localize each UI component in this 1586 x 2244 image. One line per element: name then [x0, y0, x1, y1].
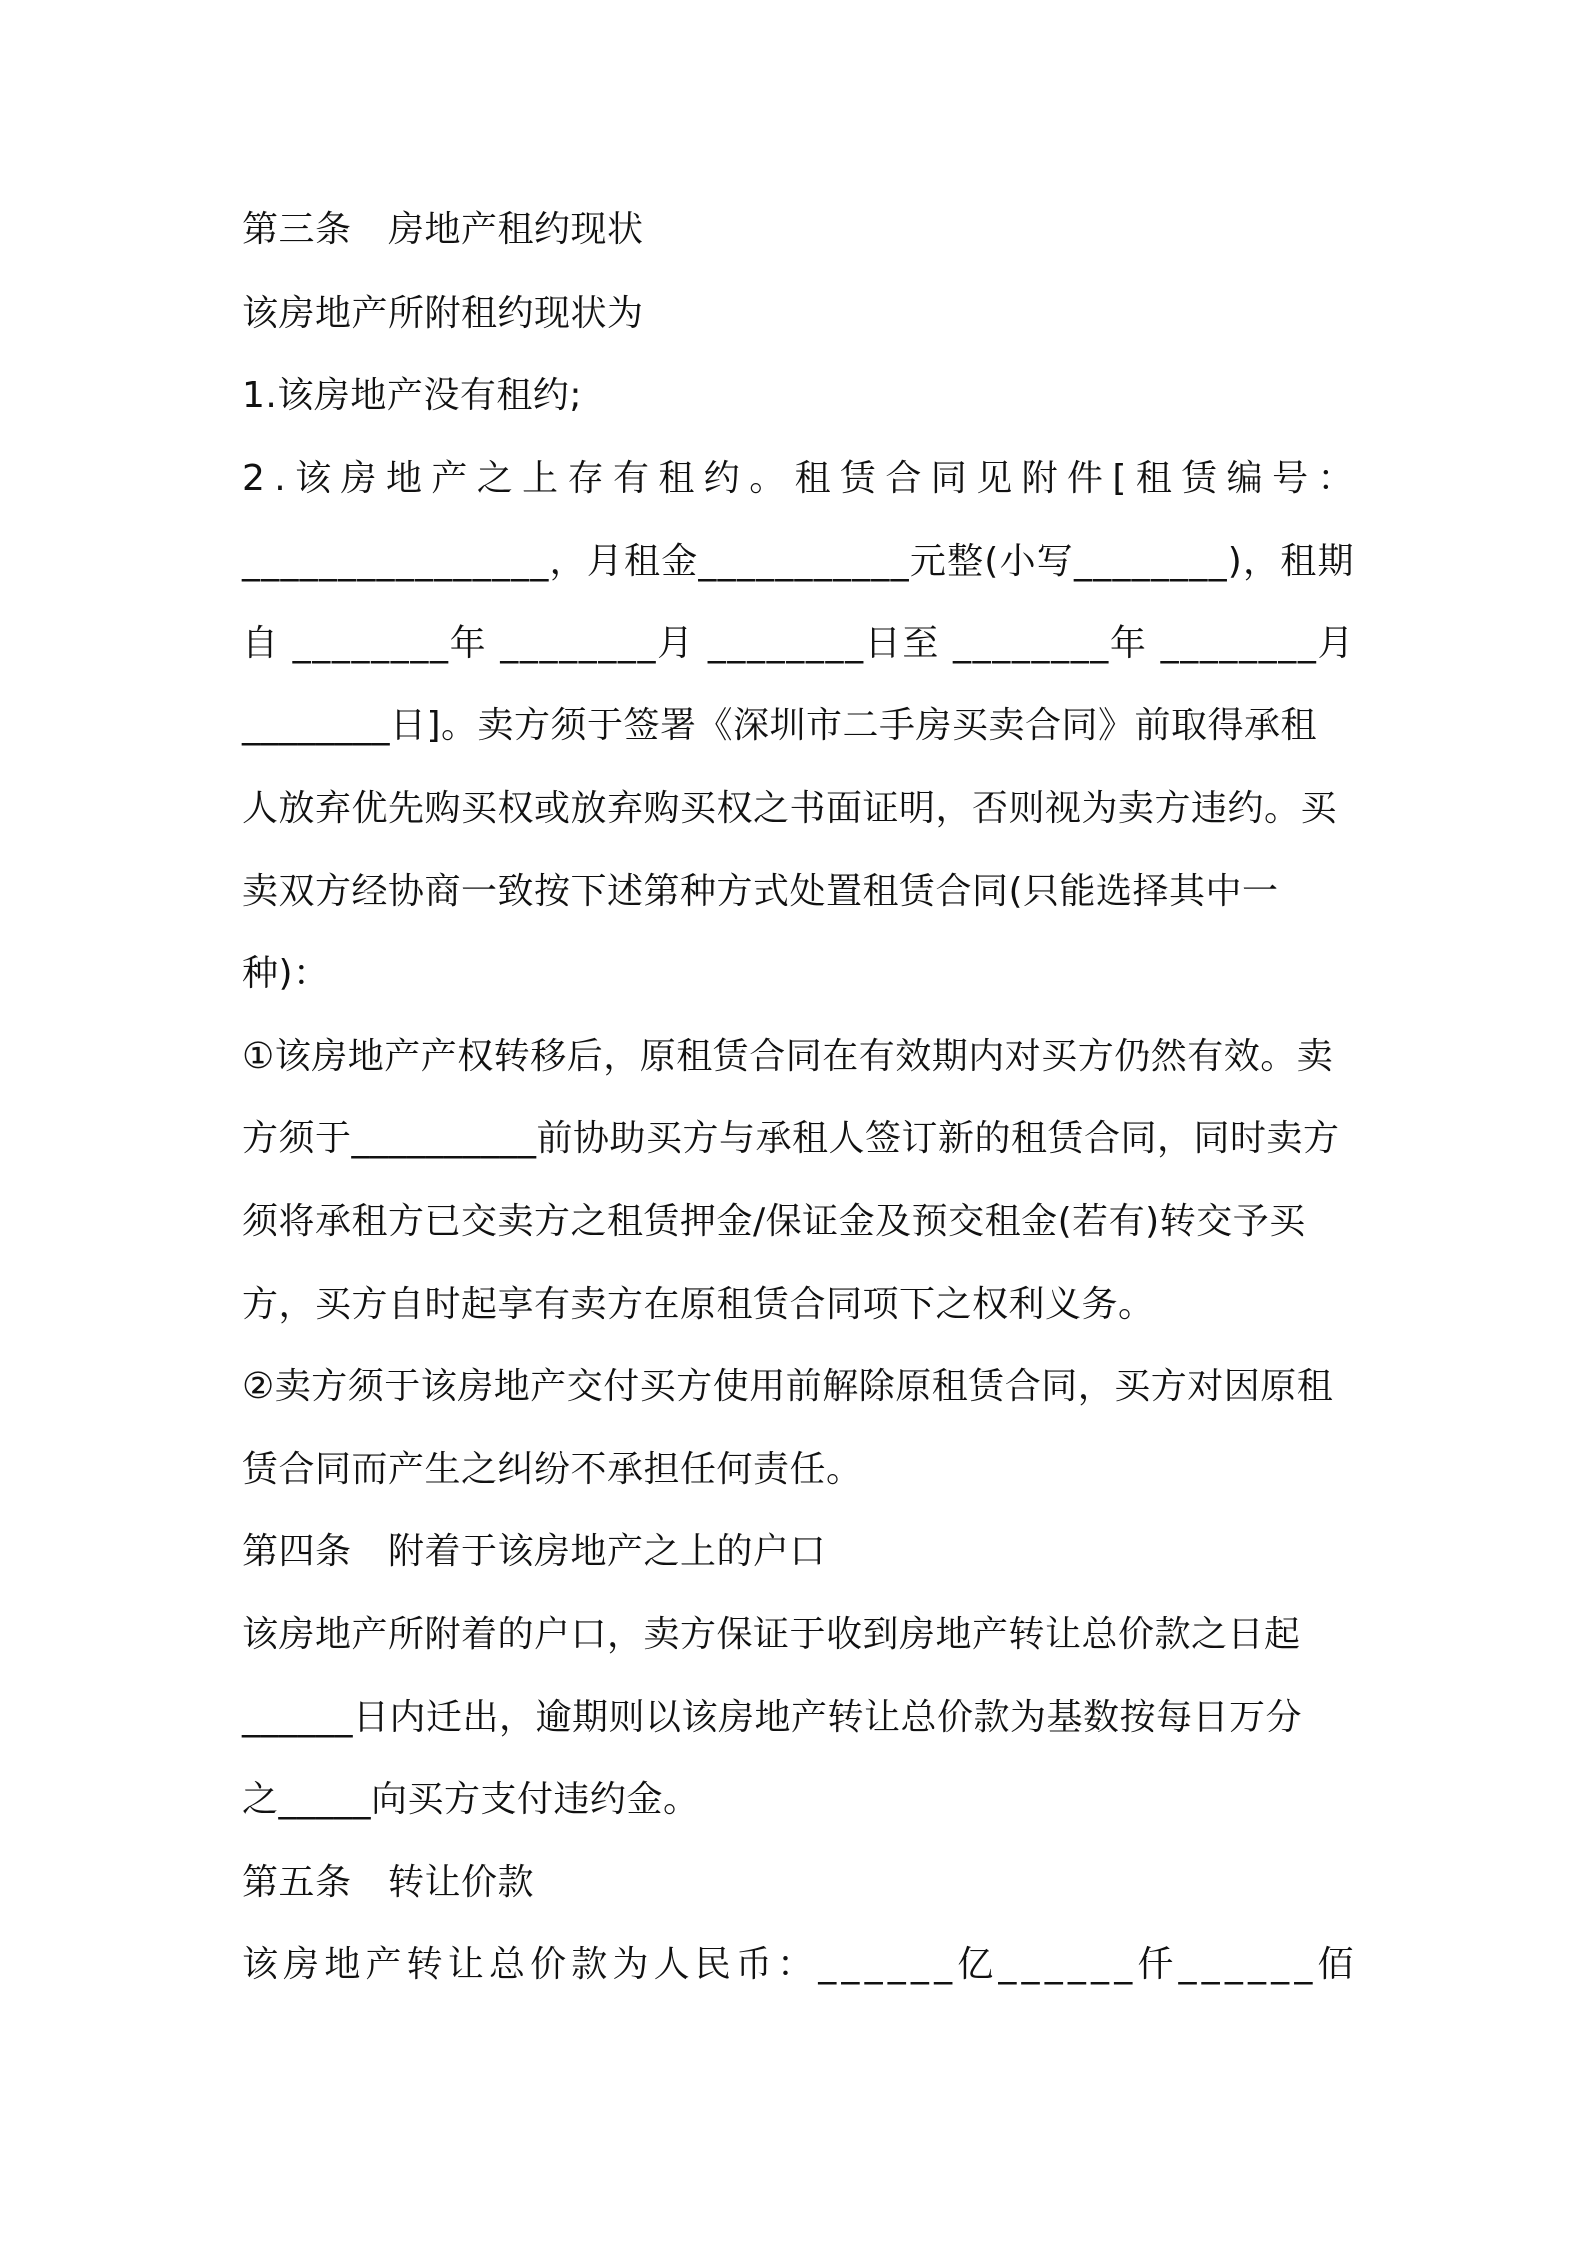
lease-period-text: 自 ________年 ________月 ________日至 ________年 ________月 — [242, 623, 1356, 664]
hukou-line-2: ______日内迁出，逾期则以该房地产转让总价款为基数按每日万分 — [242, 1697, 1303, 1738]
option-a-line-3: 须将承租方已交卖方之租赁押金/保证金及预交租金(若有)转交予买 — [242, 1201, 1306, 1242]
price-line-1 — [242, 1941, 1359, 1989]
article-3-heading: 第三条 房地产租约现状 — [242, 209, 644, 250]
lease-option-1: 1.该房地产没有租约; — [242, 375, 582, 416]
lease-option-2-line-6: 卖双方经协商一致按下述第种方式处置租赁合同(只能选择其中一 — [242, 871, 1279, 912]
lease-option-2-line-5: 人放弃优先购买权或放弃购买权之书面证明，否则视为卖方违约。买 — [242, 788, 1338, 829]
lease-option-2-line-4: ________日]。卖方须于签署《深圳市二手房买卖合同》前取得承租 — [242, 705, 1318, 746]
lease-option-2-line-1 — [242, 455, 1363, 503]
lease-rent-text: ________________，月租金___________元整(小写________)，租期 — [242, 541, 1355, 582]
lease-option-2-line-2 — [242, 538, 1354, 586]
lease-status-intro: 该房地产所附租约现状为 — [242, 293, 644, 334]
article-4-heading: 第四条 附着于该房地产之上的户口 — [242, 1531, 827, 1572]
option-a-line-4: 方，买方自时起享有卖方在原租赁合同项下之权利义务。 — [242, 1284, 1155, 1325]
lease-option-2-line-3 — [242, 620, 1354, 668]
option-b-line-1: ②卖方须于该房地产交付买方使用前解除原租赁合同，买方对因原租 — [242, 1366, 1334, 1407]
article-5-heading: 第五条 转让价款 — [242, 1862, 535, 1903]
option-b-line-2: 赁合同而产生之纠纷不承担任何责任。 — [242, 1449, 863, 1490]
price-text: 该房地产转让总价款为人民币：______亿______仟______佰 — [242, 1944, 1359, 1985]
option-a-line-2: 方须于__________前协助买方与承租人签订新的租赁合同，同时卖方 — [242, 1118, 1340, 1159]
lease-option-2-line-7: 种)： — [242, 953, 330, 994]
lease-option-2-text: 2.该房地产之上存有租约。租赁合同见附件[租赁编号： — [242, 458, 1363, 499]
option-a-line-1: ①该房地产产权转移后，原租赁合同在有效期内对买方仍然有效。卖 — [242, 1036, 1334, 1077]
hukou-line-3: 之_____向买方支付违约金。 — [242, 1779, 700, 1820]
hukou-line-1: 该房地产所附着的户口，卖方保证于收到房地产转让总价款之日起 — [242, 1614, 1301, 1655]
